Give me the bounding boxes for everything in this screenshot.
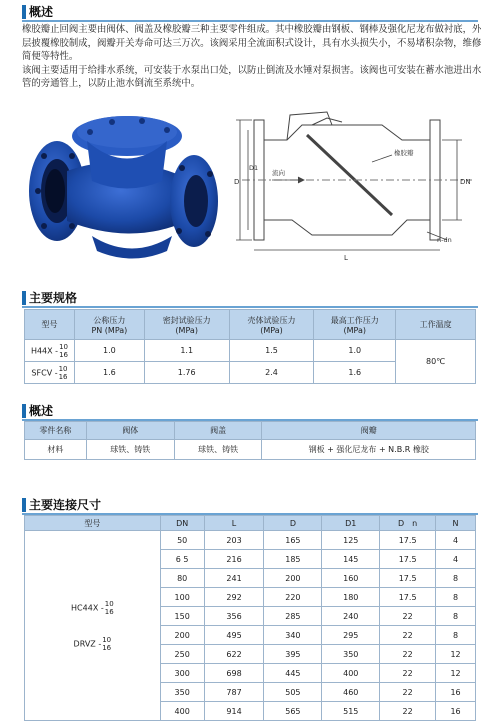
section-marker	[22, 498, 26, 512]
parts-table	[24, 421, 476, 460]
dims-header-d1: D1	[322, 516, 380, 531]
spec-work: 1.0	[314, 340, 396, 362]
dims-header-model: 型号	[25, 516, 161, 531]
dim-D-label: D	[234, 178, 240, 186]
dims-dn: 400	[160, 702, 204, 721]
parts-header-body: 阀体	[86, 422, 174, 440]
dims-dn-holes: 22	[380, 683, 436, 702]
dims-d: 505	[264, 683, 322, 702]
dims-l: 787	[204, 683, 264, 702]
overview-paragraph-2: 该阀主要适用于给排水系统，可安装于水泵出口处，以防止倒流及水锤对泵损害。该阀也可安装在蓄水池进出水管的旁通管上，以防止池水倒流至系统中。	[22, 64, 482, 90]
spec-header-temp: 工作温度	[396, 310, 476, 340]
spec-header-pn-line1: 公称压力	[93, 315, 126, 325]
dims-n: 16	[436, 702, 476, 721]
spec-header-shell-line2: (MPa)	[260, 325, 283, 335]
dims-dn: 250	[160, 645, 204, 664]
dims-dn: 350	[160, 683, 204, 702]
spec-model-sup: 10	[58, 364, 68, 373]
dims-n: 12	[436, 664, 476, 683]
dims-model-1-sup: 10	[104, 599, 114, 608]
spec-model-stack	[59, 343, 68, 359]
section-marker	[22, 291, 26, 305]
dims-n: 4	[436, 550, 476, 569]
spec-title: 主要规格	[29, 291, 78, 305]
parts-name: 材料	[25, 440, 87, 460]
dims-dn-holes: 17.5	[380, 569, 436, 588]
parts-cover: 球铁、铸铁	[174, 440, 262, 460]
dims-model-2-sup: 10	[102, 635, 112, 644]
dims-dn: 80	[160, 569, 204, 588]
dims-section-header	[22, 497, 101, 512]
dims-row	[25, 531, 476, 550]
dim-ndn-label: n-dn	[437, 236, 452, 244]
section-marker	[22, 5, 26, 19]
dims-n: 8	[436, 626, 476, 645]
dims-n: 16	[436, 683, 476, 702]
spec-header-pn	[74, 310, 144, 340]
spec-header-seal-line1: 密封试验压力	[162, 315, 211, 325]
dims-header-d: D	[264, 516, 322, 531]
dims-l: 495	[204, 626, 264, 645]
dims-dn-holes: 17.5	[380, 550, 436, 569]
dims-d1: 160	[322, 569, 380, 588]
spec-header-work	[314, 310, 396, 340]
parts-header-cover: 阀盖	[174, 422, 262, 440]
spec-model	[25, 340, 75, 362]
dims-d: 200	[264, 569, 322, 588]
section-divider	[22, 306, 478, 308]
spec-seal: 1.1	[144, 340, 229, 362]
rubber-disc-label: 橡胶瓣	[394, 149, 414, 157]
section-marker	[22, 404, 26, 418]
dims-d1: 180	[322, 588, 380, 607]
dims-n: 4	[436, 531, 476, 550]
spec-section-header	[22, 290, 77, 305]
dims-l: 216	[204, 550, 264, 569]
dims-d: 285	[264, 607, 322, 626]
dims-n: 8	[436, 607, 476, 626]
dims-model-1-sub: 16	[104, 607, 114, 616]
spec-header-seal-line2: (MPa)	[175, 325, 198, 335]
dims-d: 565	[264, 702, 322, 721]
spec-row	[25, 340, 476, 362]
dims-l: 622	[204, 645, 264, 664]
dims-model-2	[25, 636, 160, 652]
spec-header-shell-line1: 壳体试验压力	[247, 315, 296, 325]
dims-l: 698	[204, 664, 264, 683]
dims-dn-holes: 22	[380, 702, 436, 721]
dims-table	[24, 515, 476, 721]
dims-d1: 295	[322, 626, 380, 645]
dims-d: 445	[264, 664, 322, 683]
parts-disc: 钢板 + 强化尼龙布 + N.B.R 橡胶	[262, 440, 476, 460]
dims-header-n: N	[436, 516, 476, 531]
parts-header-row	[25, 422, 476, 440]
dims-dn-holes: 22	[380, 607, 436, 626]
dims-d1: 515	[322, 702, 380, 721]
dims-d: 395	[264, 645, 322, 664]
dims-l: 356	[204, 607, 264, 626]
dims-model-cell	[25, 531, 161, 721]
dims-model-2-sub: 16	[102, 643, 112, 652]
valve-photo	[22, 96, 222, 266]
dims-dn: 50	[160, 531, 204, 550]
overview-text	[22, 23, 482, 91]
dims-dn-holes: 17.5	[380, 588, 436, 607]
spec-model-sup: 10	[59, 342, 68, 351]
dims-n: 8	[436, 588, 476, 607]
overview-paragraph-1: 橡胶瓣止回阀主要由阀体、阀盖及橡胶瓣三种主要零件组成。其中橡胶瓣由钢板、钢棒及强化尼龙布做衬底，外层披覆橡胶制成，阀瓣开关寿命可达三万次。该阀采用全流面积式设计，具有水头损失小，不易堵积杂物，维修简便等特性。	[22, 24, 482, 63]
dims-dn: 6 5	[160, 550, 204, 569]
valve-section-drawing	[232, 100, 482, 265]
spec-work: 1.6	[314, 362, 396, 384]
dims-dn-holes: 22	[380, 626, 436, 645]
dims-d1: 460	[322, 683, 380, 702]
parts-header-name: 零件名称	[25, 422, 87, 440]
dim-D1-label: D1	[249, 164, 259, 172]
dims-dn: 150	[160, 607, 204, 626]
spec-header-pn-line2: PN (MPa)	[91, 325, 128, 335]
dims-dn-holes: 17.5	[380, 531, 436, 550]
overview-section-header	[22, 4, 53, 19]
parts-section-header	[22, 403, 53, 418]
spec-header-row	[25, 310, 476, 340]
dims-model-1	[25, 600, 160, 616]
spec-shell: 2.4	[229, 362, 314, 384]
parts-row	[25, 440, 476, 460]
dims-model-1-name: HC44X -	[71, 603, 104, 612]
dims-model-1-stack	[105, 600, 114, 616]
dims-dn: 100	[160, 588, 204, 607]
spec-temp: 80℃	[396, 340, 476, 384]
dims-header-dn: DN	[160, 516, 204, 531]
overview-title: 概述	[29, 5, 54, 19]
dims-d1: 145	[322, 550, 380, 569]
spec-model-stack	[59, 365, 68, 381]
parts-header-disc: 阀瓣	[262, 422, 476, 440]
spec-seal: 1.76	[144, 362, 229, 384]
parts-title: 概述	[29, 404, 54, 418]
dims-l: 914	[204, 702, 264, 721]
dims-model-2-stack	[102, 636, 111, 652]
dims-header-row	[25, 516, 476, 531]
spec-model	[25, 362, 75, 384]
dims-title: 主要连接尺寸	[29, 498, 102, 512]
dims-d1: 400	[322, 664, 380, 683]
spec-pn: 1.0	[74, 340, 144, 362]
dims-d: 165	[264, 531, 322, 550]
dims-n: 12	[436, 645, 476, 664]
dims-l: 241	[204, 569, 264, 588]
dims-d: 340	[264, 626, 322, 645]
spec-model-name: SFCV -	[31, 368, 58, 377]
parts-body: 球铁、铸铁	[86, 440, 174, 460]
dims-header-dn-holes: D n	[380, 516, 436, 531]
spec-table	[24, 309, 476, 384]
spec-model-name: H44X -	[30, 346, 59, 355]
spec-header-model: 型号	[25, 310, 75, 340]
spec-header-work-line1: 最高工作压力	[330, 315, 379, 325]
dims-dn: 300	[160, 664, 204, 683]
section-divider	[22, 20, 478, 22]
spec-header-shell	[229, 310, 314, 340]
spec-header-work-line2: (MPa)	[343, 325, 367, 335]
dims-dn-holes: 22	[380, 664, 436, 683]
dims-l: 292	[204, 588, 264, 607]
dims-dn-holes: 22	[380, 645, 436, 664]
spec-header-seal	[144, 310, 229, 340]
dim-L-label: L	[344, 254, 348, 262]
dims-l: 203	[204, 531, 264, 550]
flow-direction-label: 流向	[272, 169, 285, 177]
dims-d: 220	[264, 588, 322, 607]
spec-pn: 1.6	[74, 362, 144, 384]
dims-dn: 200	[160, 626, 204, 645]
dims-d1: 125	[322, 531, 380, 550]
dims-d: 185	[264, 550, 322, 569]
dims-model-2-name: DRVZ -	[73, 639, 102, 648]
spec-model-sub: 16	[58, 372, 68, 381]
dims-d1: 350	[322, 645, 380, 664]
spec-shell: 1.5	[229, 340, 314, 362]
dims-d1: 240	[322, 607, 380, 626]
dims-header-l: L	[204, 516, 264, 531]
dims-n: 8	[436, 569, 476, 588]
spec-model-sub: 16	[59, 350, 68, 359]
dim-DN-label: DN	[460, 178, 471, 186]
